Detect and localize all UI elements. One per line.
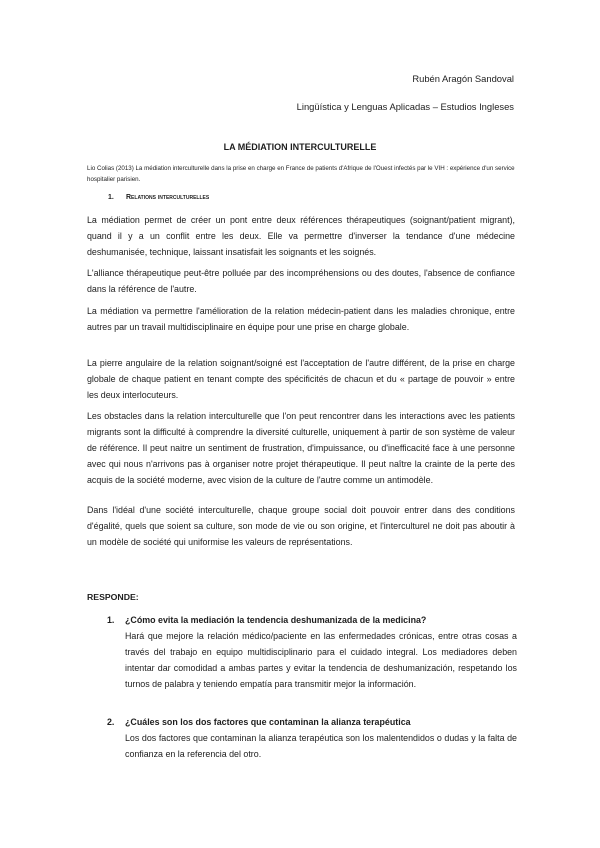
question-number: 2. [107, 717, 115, 727]
section-title: Relations interculturelles [126, 194, 210, 201]
question-text: ¿Cuáles son los dos factores que contaminan la alianza terapéutica [125, 717, 411, 727]
paragraph-3: La médiation va permettre l'amélioration de la relation médecin-patient dans les maladies chronique, entre autres par un travail multidisciplinaire en équipe pour une prise en charge globale. [87, 306, 515, 332]
program-name: Lingüística y Lenguas Aplicadas – Estudios Ingleses [296, 101, 514, 112]
answer-text: Los dos factores que contaminan la alianza terapéutica son los malentendidos o dudas y la falta de confianza en la referencia del otro. [125, 733, 517, 759]
section-heading [108, 194, 209, 201]
paragraph-5: Les obstacles dans la relation interculturelle que l'on peut rencontrer dans les interactions avec les patients migrants sont la difficulté à comprendre la diversité culturelle, uniquement à partir de son système de valeur de référence. Il peut naitre un sentiment de frustration, d'impuissance, ou d'inefficacité face à une personne avec qui nous n'arrivons pas à organiser notre projet thérapeutique. Il peut naître la crainte de la perte des acquis de la société moderne, avec vision de la culture de l'autre comme un antimodèle. [87, 411, 515, 485]
question-number: 1. [107, 615, 115, 625]
question-text: ¿Cómo evita la mediación la tendencia deshumanizada de la medicina? [125, 615, 427, 625]
question-item-1 [107, 612, 517, 692]
citation: Lio Colias (2013) La médiation interculturelle dans la prise en charge en France de patients d'Afrique de l'Ouest infectés par le VIH : expérience d'un service hospitalier parisien. [87, 165, 515, 183]
question-item-2 [107, 714, 517, 762]
paragraph-2: L'alliance thérapeutique peut-être polluée par des incompréhensions ou des doutes, l'absence de confiance dans la référence de l'autre. [87, 268, 515, 294]
paragraph-4: La pierre angulaire de la relation soignant/soigné est l'acceptation de l'autre différent, de la prise en charge globale de chaque patient en tenant compte des spécificités de chacun et du « partage de pouvoir » entre les deux interlocuteurs. [87, 358, 515, 400]
paragraph-1: La médiation permet de créer un pont entre deux références thérapeutiques (soignant/patient migrant), quand il y a un conflit entre les deux. Elle va permettre d'inverser la tendance d'une médecine deshumanisée, technique, laissant insatisfait les soignants et les soignés. [87, 215, 515, 257]
answer-text: Hará que mejore la relación médico/paciente en las enfermedades crónicas, entre otras cosas a través del trabajo en equipo multidisciplinario para el cuidado integral. Los mediadores deben intentar dar comodidad a ambas partes y evitar la tendencia de deshumanización, respetando los turnos de palabra y teniendo empatía para transmitir mejor la información. [125, 631, 517, 689]
question-title-1 [107, 612, 517, 628]
author-name: Rubén Aragón Sandoval [412, 73, 514, 84]
responde-label: RESPONDE: [87, 592, 139, 602]
question-title-2 [107, 714, 517, 730]
paragraph-6: Dans l'idéal d'une société interculturelle, chaque groupe social doit pouvoir entrer dans des conditions d'égalité, quels que soient sa culture, son mode de vie ou son origine, et l'interculturel ne doit pas aboutir à un modèle de société qui uniformise les valeurs de représentations. [87, 505, 515, 547]
section-number: 1. [108, 194, 114, 201]
document-title: LA MÉDIATION INTERCULTURELLE [223, 142, 377, 152]
